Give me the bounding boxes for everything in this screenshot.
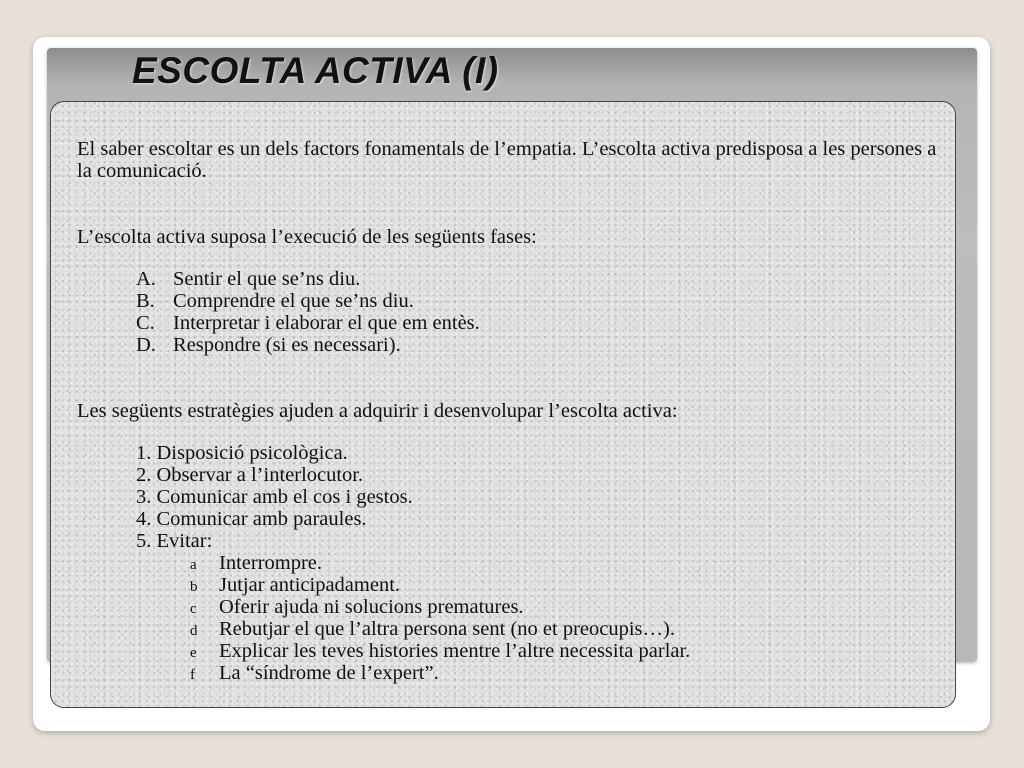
list-marker: d — [190, 623, 198, 639]
list-item-text: Oferir ajuda ni solucions prematures. — [219, 596, 524, 618]
list-item-text: La “síndrome de l’expert”. — [219, 662, 439, 684]
list-marker: a — [190, 557, 197, 573]
list-item — [77, 334, 947, 356]
list-item — [77, 574, 947, 596]
list-item-text: Respondre (si es necessari). — [173, 334, 401, 356]
list-item — [77, 640, 947, 662]
list-item — [77, 552, 947, 574]
list-marker: f — [190, 667, 195, 683]
list-item — [77, 618, 947, 640]
list-marker: e — [190, 645, 197, 661]
intro-paragraph: El saber escoltar es un dels factors fonamentals de l’empatia. L’escolta activa predisposa a les persones a la comunicació. — [77, 138, 937, 182]
list-item: 2. Observar a l’interlocutor. — [136, 464, 364, 486]
list-marker: C. — [136, 312, 155, 334]
list-item — [77, 268, 947, 290]
list-item — [77, 662, 947, 684]
list-item-text: Sentir el que se’ns diu. — [173, 268, 361, 290]
avoid-list — [77, 552, 947, 684]
list-item-text: Comprendre el que se’ns diu. — [173, 290, 414, 312]
list-marker: b — [190, 579, 198, 595]
strategies-intro: Les següents estratègies ajuden a adquirir i desenvolupar l’escolta activa: — [77, 400, 678, 422]
strategies-list — [77, 442, 947, 552]
list-item — [77, 312, 947, 334]
list-item: 1. Disposició psicològica. — [136, 442, 348, 464]
list-item-text: Explicar les teves histories mentre l’altre necessita parlar. — [219, 640, 691, 662]
slide-body — [77, 138, 947, 684]
list-item-text: Rebutjar el que l’altra persona sent (no et preocupis…). — [219, 618, 675, 640]
list-item: 5. Evitar: — [136, 530, 213, 552]
list-item: 4. Comunicar amb paraules. — [136, 508, 367, 530]
list-item-text: Jutjar anticipadament. — [219, 574, 401, 596]
list-item — [77, 290, 947, 312]
slide-title: ESCOLTA ACTIVA (I) — [132, 50, 499, 91]
list-item-text: Interrompre. — [219, 552, 323, 574]
list-item: 3. Comunicar amb el cos i gestos. — [136, 486, 413, 508]
list-marker: B. — [136, 290, 155, 312]
list-marker: A. — [136, 268, 156, 290]
list-item-text: Interpretar i elaborar el que em entès. — [173, 312, 480, 334]
phases-intro: L’escolta activa suposa l’execució de les següents fases: — [77, 226, 537, 248]
list-marker: c — [190, 601, 197, 617]
list-marker: D. — [136, 334, 156, 356]
phases-list — [77, 268, 947, 356]
list-item — [77, 596, 947, 618]
